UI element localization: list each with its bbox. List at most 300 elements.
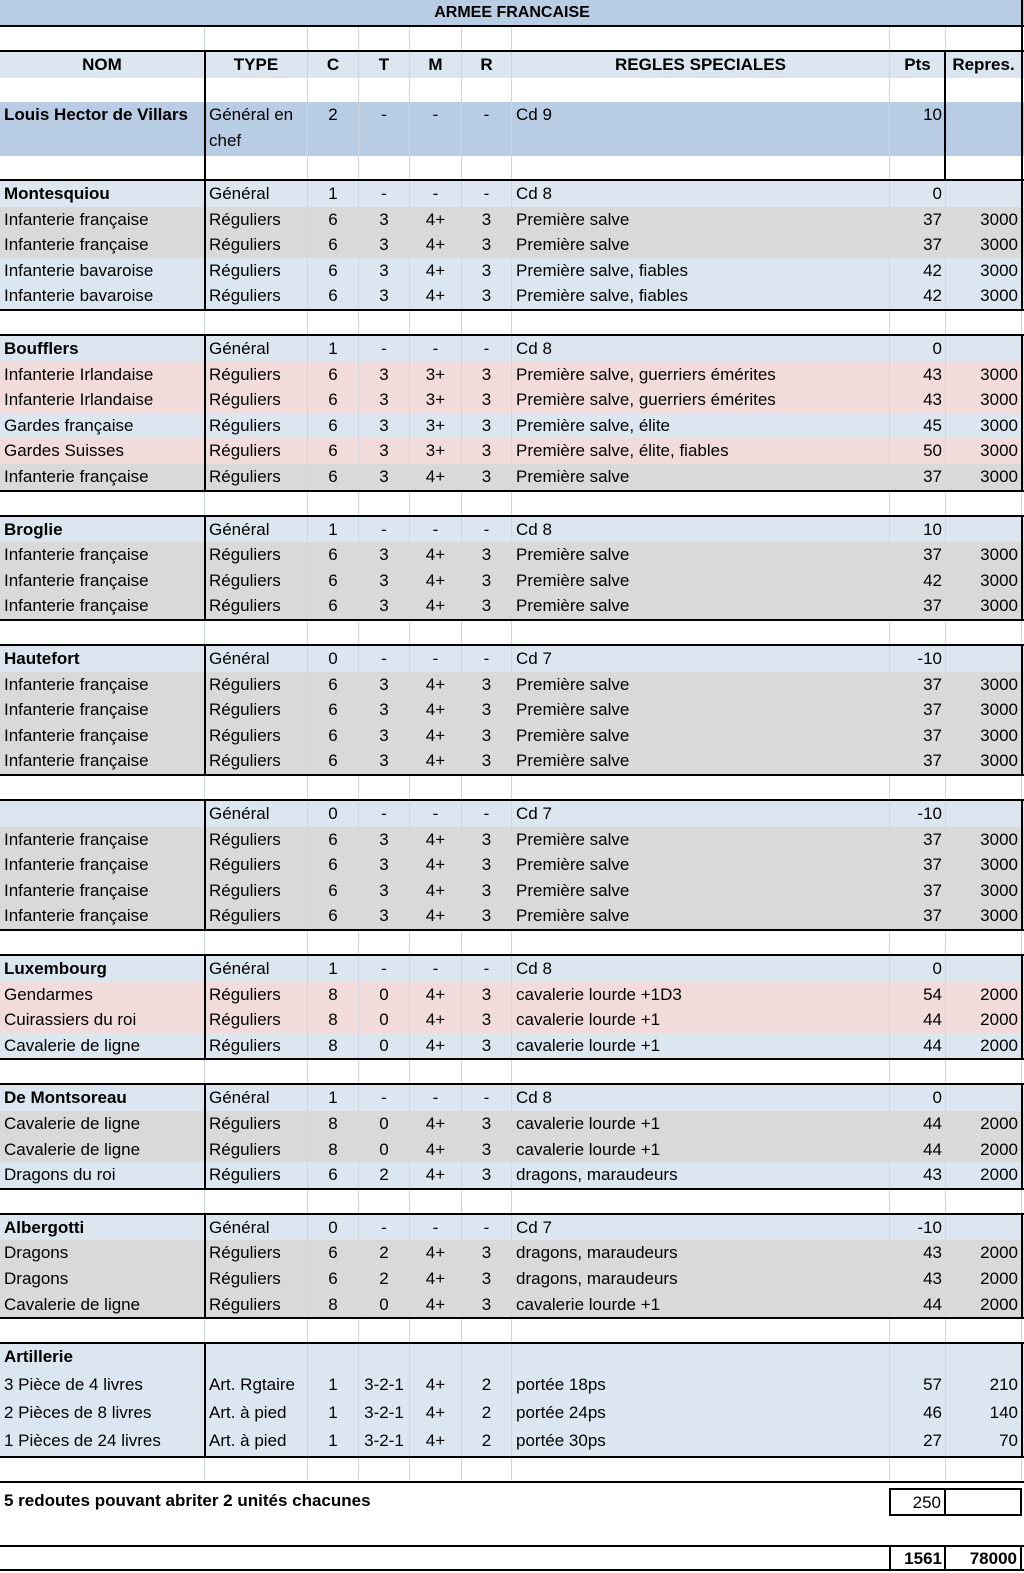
cell-regles: Première salve [512, 903, 890, 929]
cell-r: 3 [462, 982, 512, 1008]
cell-t: 3 [359, 232, 410, 258]
page-title: ARMEE FRANCAISE [0, 0, 1024, 26]
blank-cell [359, 156, 410, 180]
cell-pts: 42 [890, 283, 946, 309]
cell-m: - [410, 956, 462, 982]
blank-cell [205, 776, 308, 799]
blank-cell [410, 492, 462, 515]
redoutes-repres [944, 1488, 1022, 1516]
cell-c: 6 [308, 1266, 359, 1292]
cell-t: 3 [359, 207, 410, 233]
cell-t: 0 [359, 1137, 410, 1163]
cell-r: 3 [462, 1111, 512, 1137]
blank-cell [946, 1319, 1022, 1342]
cell-repres [946, 181, 1022, 207]
cell-regles: Première salve [512, 568, 890, 594]
blank-cell [0, 1060, 205, 1083]
cell-r: 3 [462, 672, 512, 698]
blank-cell [0, 931, 205, 954]
cell-repres: 3000 [946, 672, 1022, 698]
cell-nom [0, 801, 205, 827]
cell-nom: Cavalerie de ligne [0, 1292, 205, 1318]
rule-line [204, 1344, 206, 1458]
cell-t: - [359, 1215, 410, 1241]
cell-r: 2 [462, 1400, 512, 1428]
cell-m: 4+ [410, 1162, 462, 1188]
table-row [0, 903, 1024, 929]
cell-repres: 210 [946, 1372, 1022, 1400]
cell-nom: Infanterie française [0, 903, 205, 929]
spacer-row [0, 1190, 1024, 1213]
blank-cell [512, 621, 890, 644]
cell-repres [946, 517, 1022, 543]
blank-cell [512, 1060, 890, 1083]
table-row [0, 387, 1024, 413]
cell-nom: Cavalerie de ligne [0, 1111, 205, 1137]
blank-cell [512, 27, 890, 51]
cell-r [462, 1344, 512, 1372]
blank-cell [410, 1319, 462, 1342]
table-row [0, 283, 1024, 309]
blank-cell [946, 78, 1022, 102]
cell-c: 6 [308, 232, 359, 258]
cell-regles: Cd 7 [512, 801, 890, 827]
cell-r: 3 [462, 542, 512, 568]
column-header-repres: Repres. [946, 52, 1022, 78]
group-header-row [0, 181, 1024, 207]
cell-regles: Cd 8 [512, 1085, 890, 1111]
blank-cell [890, 78, 946, 102]
blank-cell [205, 27, 308, 51]
cell-regles: Première salve [512, 723, 890, 749]
blank-cell [946, 492, 1022, 515]
blank-cell [0, 27, 205, 51]
cell-m [410, 1344, 462, 1372]
table-row [0, 827, 1024, 853]
table-row [0, 748, 1024, 774]
cell-t: - [359, 801, 410, 827]
cell-t: 3 [359, 903, 410, 929]
cell-c: 2 [308, 102, 359, 156]
cell-pts: 44 [890, 1137, 946, 1163]
cell-t: 2 [359, 1162, 410, 1188]
cell-repres: 3000 [946, 387, 1022, 413]
cell-t: - [359, 102, 410, 156]
cell-m: 4+ [410, 723, 462, 749]
cell-m: 4+ [410, 258, 462, 284]
cell-nom: Infanterie bavaroise [0, 258, 205, 284]
cell-c: 6 [308, 1162, 359, 1188]
blank-cell [359, 492, 410, 515]
cell-regles: Première salve, guerriers émérites [512, 362, 890, 388]
spacer-row [0, 1458, 1024, 1481]
cell-c: 6 [308, 387, 359, 413]
cell-type: Réguliers [205, 568, 308, 594]
cell-c: 6 [308, 1240, 359, 1266]
blank-cell [946, 27, 1022, 51]
cell-repres: 3000 [946, 258, 1022, 284]
table-row [0, 878, 1024, 904]
cell-pts: 43 [890, 387, 946, 413]
cell-repres [946, 102, 1022, 156]
cell-c: 6 [308, 697, 359, 723]
cell-t: 3 [359, 258, 410, 284]
cell-r: 3 [462, 413, 512, 439]
cell-nom: Hautefort [0, 646, 205, 672]
cell-t: 3 [359, 542, 410, 568]
cell-pts: 37 [890, 903, 946, 929]
group-header-row [0, 1215, 1024, 1241]
cell-pts [890, 1344, 946, 1372]
table-row [0, 438, 1024, 464]
cell-t: 3 [359, 387, 410, 413]
cell-m: 4+ [410, 542, 462, 568]
blank-cell [0, 1458, 205, 1481]
blank-cell [462, 931, 512, 954]
cell-regles: Première salve [512, 852, 890, 878]
cell-c: 6 [308, 593, 359, 619]
blank-cell [946, 931, 1022, 954]
cell-nom: Louis Hector de Villars [0, 102, 205, 156]
cell-nom: 2 Pièces de 8 livres [0, 1400, 205, 1428]
table-row [0, 542, 1024, 568]
cell-pts: 57 [890, 1372, 946, 1400]
cell-pts: 37 [890, 672, 946, 698]
cell-c: 6 [308, 413, 359, 439]
blank-cell [205, 78, 308, 102]
cell-t: 3-2-1 [359, 1400, 410, 1428]
spacer-row [0, 776, 1024, 799]
cell-m: 4+ [410, 982, 462, 1008]
blank-cell [462, 27, 512, 51]
rule-line [1021, 1344, 1023, 1458]
cell-nom: Dragons du roi [0, 1162, 205, 1188]
cell-type: Réguliers [205, 1137, 308, 1163]
cell-regles: Cd 8 [512, 956, 890, 982]
cell-regles: Première salve [512, 748, 890, 774]
cell-type: Réguliers [205, 464, 308, 490]
cell-m: - [410, 102, 462, 156]
cell-r: - [462, 646, 512, 672]
cell-regles: Première salve [512, 697, 890, 723]
rule-line [1021, 517, 1023, 621]
cell-repres: 3000 [946, 464, 1022, 490]
cell-regles: Première salve [512, 232, 890, 258]
spacer-row [0, 1319, 1024, 1342]
group-header-row [0, 336, 1024, 362]
rule-line [204, 336, 206, 492]
table-row [0, 852, 1024, 878]
blank-cell [410, 1060, 462, 1083]
cell-r: 3 [462, 1033, 512, 1059]
cell-t: - [359, 646, 410, 672]
cell-type: Général [205, 336, 308, 362]
cell-c: 0 [308, 646, 359, 672]
cell-nom: Gardes Suisses [0, 438, 205, 464]
blank-cell [0, 78, 205, 102]
blank-cell [946, 311, 1022, 334]
cell-r: - [462, 181, 512, 207]
cell-t: 0 [359, 1111, 410, 1137]
cell-r: 3 [462, 1266, 512, 1292]
cell-type: Réguliers [205, 672, 308, 698]
blank-cell [205, 1060, 308, 1083]
cell-pts: 37 [890, 464, 946, 490]
blank-cell [890, 1458, 946, 1481]
cell-repres: 2000 [946, 1007, 1022, 1033]
blank-cell [462, 1060, 512, 1083]
blank-cell [890, 931, 946, 954]
blank-cell [410, 931, 462, 954]
cell-repres [946, 801, 1022, 827]
cell-m: 4+ [410, 568, 462, 594]
cell-t: - [359, 956, 410, 982]
blank-cell [946, 1060, 1022, 1083]
cell-t: 3-2-1 [359, 1428, 410, 1456]
cell-t: - [359, 181, 410, 207]
cell-m: 4+ [410, 827, 462, 853]
rule-line [0, 1569, 1024, 1571]
cell-r: 3 [462, 1007, 512, 1033]
cell-type: Général [205, 517, 308, 543]
cell-repres: 3000 [946, 903, 1022, 929]
cell-regles: cavalerie lourde +1 [512, 1111, 890, 1137]
cell-type: Général [205, 181, 308, 207]
blank-cell [359, 311, 410, 334]
cell-m: 4+ [410, 852, 462, 878]
cell-type: Général [205, 1085, 308, 1111]
cell-pts: 37 [890, 232, 946, 258]
cell-t: 3 [359, 593, 410, 619]
cell-regles: Première salve [512, 827, 890, 853]
cell-type: Réguliers [205, 593, 308, 619]
blank-cell [462, 156, 512, 180]
cell-pts: 37 [890, 207, 946, 233]
blank-cell [890, 776, 946, 799]
cell-c: 8 [308, 1033, 359, 1059]
cell-t: 3 [359, 852, 410, 878]
cell-regles: Première salve, fiables [512, 283, 890, 309]
cell-c: 6 [308, 258, 359, 284]
blank-cell [890, 1190, 946, 1213]
spacer-row [0, 27, 1024, 51]
table-row [0, 672, 1024, 698]
cell-pts: 43 [890, 1266, 946, 1292]
blank-cell [0, 776, 205, 799]
rule-line [1021, 801, 1023, 931]
blank-cell [205, 156, 308, 180]
cell-c: 6 [308, 672, 359, 698]
cell-repres: 3000 [946, 413, 1022, 439]
cell-regles: cavalerie lourde +1 [512, 1033, 890, 1059]
total-repres: 78000 [944, 1547, 1022, 1571]
cell-repres [946, 1085, 1022, 1111]
cell-type: Art. à pied [205, 1400, 308, 1428]
cell-nom: 1 Pièces de 24 livres [0, 1428, 205, 1456]
blank-cell [308, 78, 359, 102]
cell-regles: portée 30ps [512, 1428, 890, 1456]
cell-nom: Cavalerie de ligne [0, 1033, 205, 1059]
blank-cell [512, 156, 890, 180]
cell-r: 3 [462, 1292, 512, 1318]
redoutes-label: 5 redoutes pouvant abriter 2 unités chacunes [0, 1488, 890, 1516]
cell-type: Réguliers [205, 697, 308, 723]
cell-repres: 3000 [946, 362, 1022, 388]
table-row [0, 1240, 1024, 1266]
group-header-row [0, 956, 1024, 982]
cell-nom: Cuirassiers du roi [0, 1007, 205, 1033]
cell-c: 0 [308, 1215, 359, 1241]
table-row [0, 697, 1024, 723]
cell-type: Réguliers [205, 1240, 308, 1266]
blank-cell [205, 492, 308, 515]
cell-nom: Infanterie française [0, 568, 205, 594]
blank-cell [410, 1190, 462, 1213]
group-header-row [0, 646, 1024, 672]
rule-line [1021, 0, 1023, 180]
table-row [0, 258, 1024, 284]
cell-type: Réguliers [205, 258, 308, 284]
cell-t: 3 [359, 748, 410, 774]
blank-cell [512, 492, 890, 515]
cell-r: 3 [462, 387, 512, 413]
cell-t: 3 [359, 723, 410, 749]
rule-line [1021, 646, 1023, 776]
cell-type: Art. Rgtaire [205, 1372, 308, 1400]
cell-repres: 2000 [946, 1240, 1022, 1266]
cell-type: Général [205, 646, 308, 672]
cell-type: Réguliers [205, 1033, 308, 1059]
cell-pts: 37 [890, 878, 946, 904]
blank-cell [462, 311, 512, 334]
table-row [0, 1400, 1024, 1428]
cell-r: - [462, 1085, 512, 1111]
cell-m: - [410, 517, 462, 543]
cell-pts: 44 [890, 1007, 946, 1033]
cell-m: 4+ [410, 748, 462, 774]
cell-c: 1 [308, 336, 359, 362]
cell-m: 4+ [410, 1292, 462, 1318]
blank-cell [205, 311, 308, 334]
cell-m: - [410, 1215, 462, 1241]
column-header-pts: Pts [890, 52, 946, 78]
cell-pts: 42 [890, 568, 946, 594]
cell-c: 1 [308, 956, 359, 982]
cell-c: 6 [308, 723, 359, 749]
spacer-row [0, 931, 1024, 954]
cell-m: 3+ [410, 387, 462, 413]
cell-repres: 3000 [946, 878, 1022, 904]
cell-r: 3 [462, 878, 512, 904]
blank-cell [890, 27, 946, 51]
cell-nom: Infanterie française [0, 723, 205, 749]
type-line: chef [209, 131, 242, 150]
cell-c [308, 1344, 359, 1372]
cell-m: - [410, 181, 462, 207]
cell-t: 3 [359, 283, 410, 309]
cell-m: 3+ [410, 413, 462, 439]
cell-type: Général [205, 1215, 308, 1241]
rule-line [204, 956, 206, 1060]
cell-type [205, 102, 308, 156]
cell-nom: Infanterie française [0, 672, 205, 698]
cell-regles: dragons, maraudeurs [512, 1266, 890, 1292]
cell-type: Réguliers [205, 982, 308, 1008]
blank-cell [512, 78, 890, 102]
cell-type: Général [205, 956, 308, 982]
blank-cell [0, 1319, 205, 1342]
blank-cell [512, 1458, 890, 1481]
blank-cell [205, 1458, 308, 1481]
blank-cell [410, 78, 462, 102]
table-row [0, 1137, 1024, 1163]
cell-pts: -10 [890, 801, 946, 827]
cell-r: 3 [462, 697, 512, 723]
cell-r: 3 [462, 464, 512, 490]
blank-cell [359, 1458, 410, 1481]
cell-regles: Cd 7 [512, 1215, 890, 1241]
blank-cell [0, 492, 205, 515]
cell-c: 6 [308, 464, 359, 490]
blank-cell [410, 776, 462, 799]
spacer-row [0, 156, 1024, 180]
table-row [0, 1428, 1024, 1456]
rule-line [204, 801, 206, 931]
table-row [0, 1372, 1024, 1400]
cell-regles: Première salve, guerriers émérites [512, 387, 890, 413]
blank-cell [359, 931, 410, 954]
cell-repres: 3000 [946, 723, 1022, 749]
table-row [0, 362, 1024, 388]
cell-c: 8 [308, 982, 359, 1008]
cell-c: 6 [308, 568, 359, 594]
cell-c: 1 [308, 181, 359, 207]
cell-r: 3 [462, 1162, 512, 1188]
blank-cell [890, 492, 946, 515]
cell-repres: 3000 [946, 232, 1022, 258]
cell-r: - [462, 102, 512, 156]
table-row [0, 1033, 1024, 1059]
cell-t: 0 [359, 1007, 410, 1033]
cell-pts: 37 [890, 827, 946, 853]
blank-cell [205, 1319, 308, 1342]
rule-line [204, 1085, 206, 1189]
cell-nom: Albergotti [0, 1215, 205, 1241]
blank-cell [462, 621, 512, 644]
redoutes-row [0, 1488, 1024, 1516]
blank-cell [946, 156, 1022, 180]
cell-c: 8 [308, 1292, 359, 1318]
cell-pts: 0 [890, 1085, 946, 1111]
cell-nom: Infanterie française [0, 878, 205, 904]
cell-nom: Gendarmes [0, 982, 205, 1008]
header-row [0, 52, 1024, 78]
blank-cell [308, 1190, 359, 1213]
cell-r: - [462, 336, 512, 362]
blank-cell [308, 311, 359, 334]
cell-nom: Infanterie bavaroise [0, 283, 205, 309]
column-header-c: C [308, 52, 359, 78]
cell-nom: Gardes française [0, 413, 205, 439]
cell-type: Réguliers [205, 413, 308, 439]
blank-cell [308, 156, 359, 180]
blank-cell [308, 492, 359, 515]
table-row [0, 1007, 1024, 1033]
cell-t: 0 [359, 1033, 410, 1059]
cell-m: 3+ [410, 362, 462, 388]
cell-pts: 44 [890, 1111, 946, 1137]
blank-cell [946, 776, 1022, 799]
